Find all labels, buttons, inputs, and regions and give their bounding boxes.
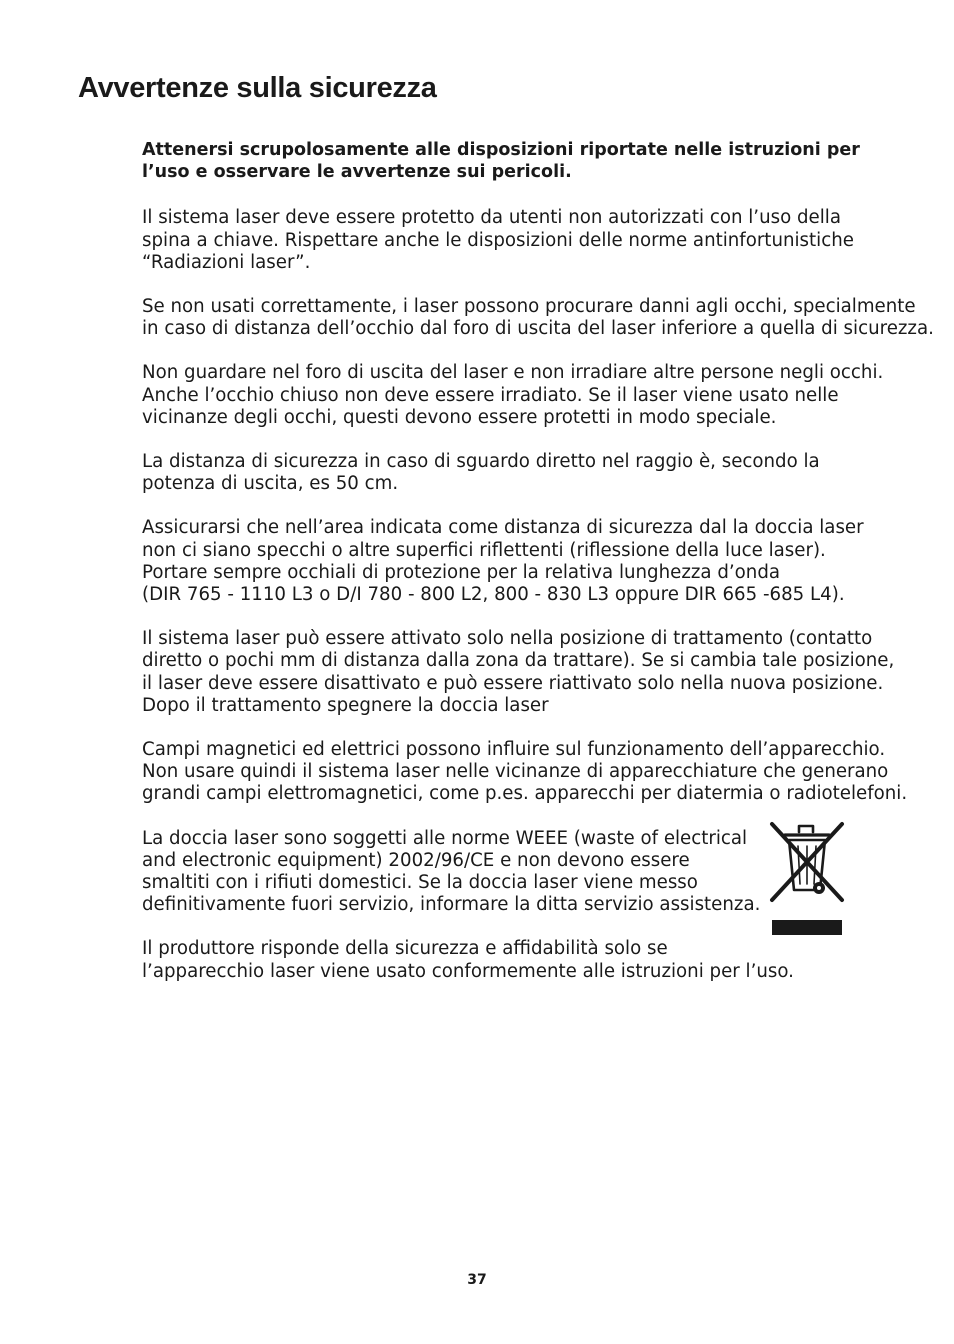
text-line: (DIR 765 - 1110 L3 o D/I 780 - 800 L2, 800 - 830 L3 oppure DIR 665 -685 L4). (142, 584, 845, 606)
text-line: grandi campi elettromagnetici, come p.es. apparecchi per diatermia o radiotelefoni. (142, 783, 908, 805)
paragraph-reflective-surfaces (142, 517, 882, 606)
text-line: Dopo il trattamento spegnere la doccia laser (142, 694, 549, 716)
text-line: l’uso e osservare le avvertenze sui pericoli. (142, 162, 572, 183)
text-line: Portare sempre occhiali di protezione per la relativa lunghezza d’onda (142, 561, 781, 583)
paragraph-do-not-look (142, 362, 882, 429)
lead-warning (142, 139, 882, 183)
text-line: Attenersi scrupolosamente alle disposizioni riportate nelle istruzioni per (142, 140, 860, 160)
paragraph-activation (142, 628, 895, 717)
paragraph-magnetic-fields (142, 739, 908, 806)
text-line: and electronic equipment) 2002/96/CE e non devono essere (142, 849, 690, 871)
text-line: Il sistema laser deve essere protetto da utenti non autorizzati con l’uso della (142, 207, 841, 229)
text-line: in caso di distanza dell’occhio dal foro di uscita del laser inferiore a quella di sicurezza. (142, 318, 934, 340)
text-line: Non guardare nel foro di uscita del laser e non irradiare altre persone negli occhi. (142, 362, 884, 384)
text-line: Anche l’occhio chiuso non deve essere irradiato. Se il laser viene usato nelle (142, 384, 839, 406)
text-line: La distanza di sicurezza in caso di sguardo diretto nel raggio è, secondo la (142, 451, 820, 473)
paragraph-safety-distance (142, 451, 882, 495)
text-line: Il produttore risponde della sicurezza e affidabilità solo se (142, 938, 668, 960)
text-line: spina a chiave. Rispettare anche le disposizioni delle norme antinfortunistiche (142, 229, 854, 251)
text-line: il laser deve essere disattivato e può essere riattivato solo nella nuova posizione. (142, 672, 884, 694)
text-line: “Radiazioni laser”. (142, 251, 311, 273)
text-line: Il sistema laser può essere attivato solo nella posizione di trattamento (contatto (142, 628, 873, 650)
text-line: smaltiti con i rifiuti domestici. Se la doccia laser viene messo (142, 872, 698, 894)
page-title: Avvertenze sulla sicurezza (78, 72, 437, 104)
text-line: vicinanze degli occhi, questi devono essere protetti in modo speciale. (142, 406, 777, 428)
text-line: l’apparecchio laser viene usato conformemente alle istruzioni per l’uso. (142, 960, 794, 982)
text-line: Campi magnetici ed elettrici possono influire sul funzionamento dell’apparecchio. (142, 739, 886, 761)
paragraph-key-protection (142, 207, 882, 274)
text-line: Non usare quindi il sistema laser nelle vicinanze di apparecchiature che generano (142, 761, 889, 783)
text-line: Se non usati correttamente, i laser possono procurare danni agli occhi, specialmente (142, 296, 916, 318)
text-line: La doccia laser sono soggetti alle norme WEEE (waste of electrical (142, 827, 748, 849)
paragraph-manufacturer-liability (142, 938, 882, 982)
text-line: definitivamente fuori servizio, informare la ditta servizio assistenza. (142, 894, 761, 916)
text-line: potenza di uscita, es 50 cm. (142, 473, 399, 495)
text-line: diretto o pochi mm di distanza dalla zona da trattare). Se si cambia tale posizione, (142, 650, 895, 672)
text-line: Assicurarsi che nell’area indicata come distanza di sicurezza dal la doccia laser (142, 517, 864, 539)
crossed-out-wheelie-bin-icon (768, 820, 846, 940)
paragraph-weee (142, 827, 761, 917)
paragraph-eye-damage (142, 296, 934, 340)
page-number: 37 (467, 1272, 487, 1288)
text-line: non ci siano specchi o altre superfici riflettenti (riflessione della luce laser). (142, 539, 826, 561)
